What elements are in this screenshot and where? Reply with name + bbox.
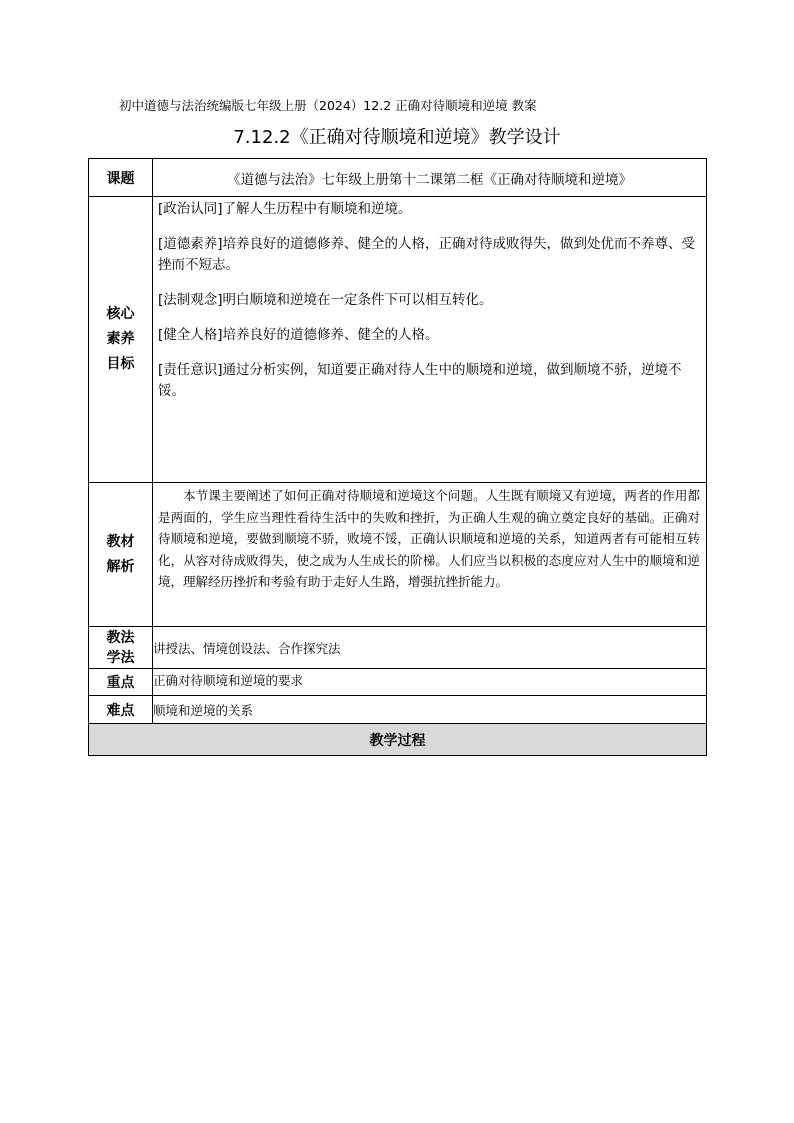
difficulty-value: 顺境和逆境的关系 bbox=[153, 696, 707, 724]
methods-label-line: 学法 bbox=[106, 649, 135, 666]
methods-value: 讲授法、情境创设法、合作探究法 bbox=[153, 627, 707, 669]
difficulty-label: 难点 bbox=[89, 696, 153, 724]
goal-item: [政治认同]了解人生历程中有顺境和逆境。 bbox=[158, 201, 412, 217]
goal-item: [道德素养]培养良好的道德修养、健全的人格，正确对待成败得失，做到处优而不养尊、受挫而不短志。 bbox=[158, 236, 696, 273]
document-subtitle: 初中道德与法治统编版七年级上册（2024）12.2 正确对待顺境和逆境 教案 bbox=[119, 98, 537, 113]
analysis-label-line: 解析 bbox=[106, 558, 135, 575]
key-point-value: 正确对待顺境和逆境的要求 bbox=[153, 669, 707, 696]
goals-row bbox=[89, 197, 707, 483]
difficulty-row bbox=[89, 696, 707, 724]
goals-content bbox=[153, 197, 707, 483]
analysis-label-line: 教材 bbox=[106, 533, 135, 550]
process-header-row bbox=[89, 724, 707, 756]
course-value: 《道德与法治》七年级上册第十二课第二框《正确对待顺境和逆境》 bbox=[153, 159, 707, 197]
methods-label-line: 教法 bbox=[106, 629, 135, 646]
lesson-plan-table bbox=[88, 158, 707, 756]
goals-label-line: 核心 bbox=[106, 306, 135, 322]
goal-item: [责任意识]通过分析实例，知道要正确对待人生中的顺境和逆境，做到顺境不骄，逆境不馁。 bbox=[158, 362, 682, 399]
process-header: 教学过程 bbox=[89, 724, 707, 756]
goal-item: [法制观念]明白顺境和逆境在一定条件下可以相互转化。 bbox=[158, 292, 493, 308]
analysis-content bbox=[153, 483, 707, 627]
methods-label bbox=[89, 627, 153, 669]
course-row bbox=[89, 159, 707, 197]
goals-label-line: 目标 bbox=[106, 356, 135, 372]
key-point-row bbox=[89, 669, 707, 696]
goals-label-line: 素养 bbox=[106, 331, 135, 347]
analysis-row bbox=[89, 483, 707, 627]
document-title: 7.12.2《正确对待顺境和逆境》教学设计 bbox=[233, 127, 561, 148]
analysis-text: 本节课主要阐述了如何正确对待顺境和逆境这个问题。人生既有顺境又有逆境，两者的作用都是两面的，学生应当理性看待生活中的失败和挫折，为正确人生观的确立奠定良好的基础。正确对待顺境和逆境，要做到顺境不骄，败境不馁，正确认识顺境和逆境的关系，知道两者有可能相互转化，从容对待成败得失，使之成为人生成长的阶梯。人们应当以积极的态度应对人生中的顺境和逆境，理解经历挫折和考验有助于走好人生路，增强抗挫折能力。 bbox=[158, 488, 700, 589]
methods-row bbox=[89, 627, 707, 669]
key-point-label: 重点 bbox=[89, 669, 153, 696]
analysis-label bbox=[89, 483, 153, 627]
goals-label bbox=[89, 197, 153, 483]
goal-item: [健全人格]培养良好的道德修养、健全的人格。 bbox=[158, 327, 439, 343]
course-label: 课题 bbox=[89, 159, 153, 197]
